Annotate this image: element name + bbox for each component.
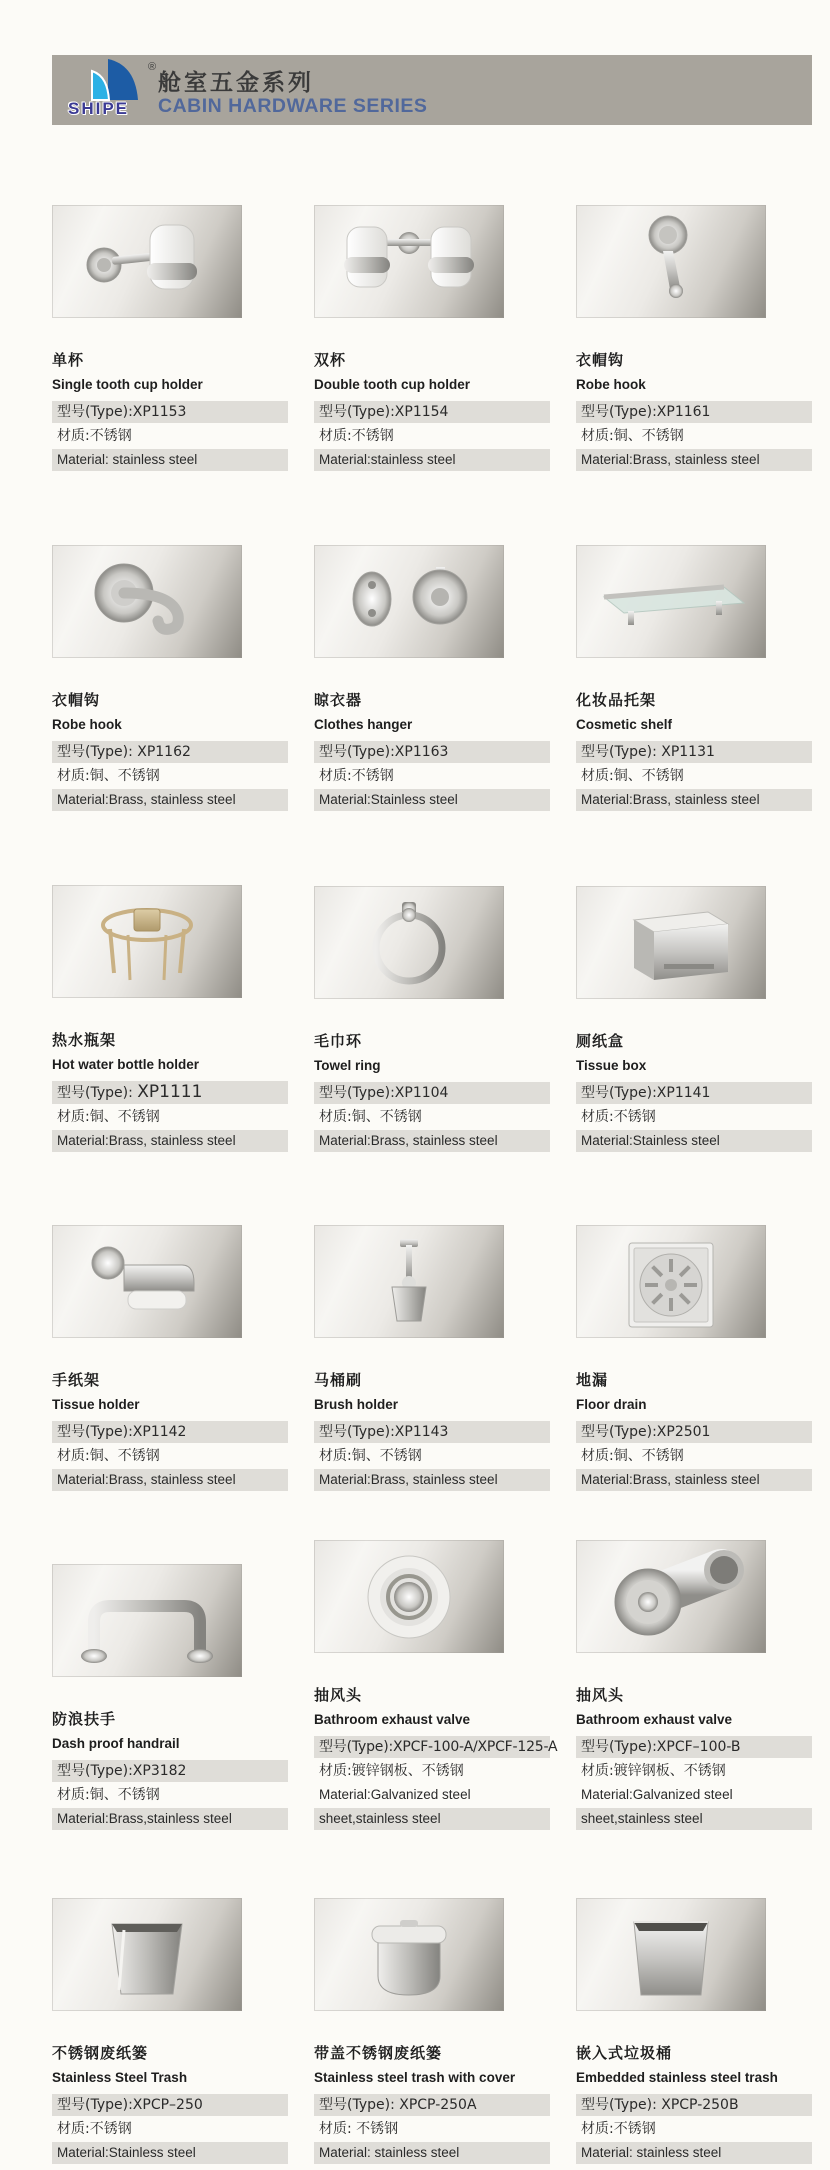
registered-trademark-icon: ®	[148, 61, 157, 73]
product-material-zh: 材质:铜、不锈钢	[57, 1109, 160, 1125]
product-image-exhaust-valve-elbow	[576, 1540, 766, 1653]
product-row-5	[52, 1540, 812, 1832]
product-image-hot-water-bottle-holder	[52, 885, 242, 998]
product-name-zh: 衣帽钩	[52, 691, 101, 709]
product-material-zh: 材质:铜、不锈钢	[319, 1109, 422, 1125]
product-image-tissue-holder	[52, 1225, 242, 1338]
floor-drain-illustration	[576, 1225, 766, 1338]
product-material-en: Material:Stainless steel	[314, 789, 550, 811]
product-material-zh: 材质:铜、不锈钢	[319, 1448, 422, 1464]
product-card	[314, 1898, 550, 2166]
product-type: 型号(Type): XPCP-250B	[576, 2094, 812, 2116]
product-card	[314, 205, 550, 473]
product-image-single-cup-holder	[52, 205, 242, 318]
product-image-trash-embedded	[576, 1898, 766, 2011]
product-type: 型号(Type):XP1154	[314, 401, 550, 423]
product-material-en: Material: stainless steel	[52, 449, 288, 471]
product-name-en: Robe hook	[52, 717, 122, 732]
product-material-zh: 材质:不锈钢	[319, 768, 394, 784]
product-material-en: Material:Galvanized steel	[581, 1787, 733, 1802]
product-name-en: Robe hook	[576, 377, 646, 392]
product-type: 型号(Type):XP1104	[314, 1082, 550, 1104]
product-type: 型号(Type):XPCP–250	[52, 2094, 288, 2116]
product-material-en: Material:Stainless steel	[576, 1130, 812, 1152]
hot-water-bottle-holder-illustration	[52, 885, 242, 998]
product-row-2	[52, 545, 812, 813]
product-image-double-cup-holder	[314, 205, 504, 318]
product-name-en: Single tooth cup holder	[52, 377, 203, 392]
product-material-en: Material: stainless steel	[576, 2142, 812, 2164]
product-name-en: Clothes hanger	[314, 717, 413, 732]
product-name-zh: 晾衣器	[314, 691, 363, 709]
product-material-en: Material:stainless steel	[314, 449, 550, 471]
tissue-box-illustration	[576, 886, 766, 999]
product-name-en: Stainless Steel Trash	[52, 2070, 188, 2085]
product-name-en: Towel ring	[314, 1058, 381, 1073]
product-material-zh: 材质:不锈钢	[581, 2121, 656, 2137]
product-material-en: Material:Brass, stainless steel	[314, 1469, 550, 1491]
product-name-zh: 双杯	[314, 351, 347, 369]
product-name-zh: 嵌入式垃圾桶	[576, 2044, 673, 2062]
product-name-en: Dash proof handrail	[52, 1736, 180, 1751]
product-material-zh: 材质:不锈钢	[57, 428, 132, 444]
product-card	[52, 885, 288, 1154]
product-material-en: Material:Brass, stainless steel	[314, 1130, 550, 1152]
header-band	[52, 55, 812, 125]
product-type: 型号(Type):XPCF-100-A/XPCF-125-A	[314, 1736, 550, 1758]
product-name-zh: 单杯	[52, 351, 85, 369]
dash-proof-handrail-illustration	[52, 1564, 242, 1677]
trash-with-cover-illustration	[314, 1898, 504, 2011]
page-title-zh: 舱室五金系列	[158, 70, 314, 96]
product-material-zh: 材质:不锈钢	[319, 428, 394, 444]
product-card	[576, 886, 812, 1154]
product-material-zh: 材质:铜、不锈钢	[57, 768, 160, 784]
product-row-6	[52, 1898, 812, 2166]
product-name-en: Tissue box	[576, 1058, 647, 1073]
product-name-zh: 手纸架	[52, 1371, 101, 1389]
product-material-en: Material:Brass, stainless steel	[576, 449, 812, 471]
trash-open-illustration	[52, 1898, 242, 2011]
product-row-3	[52, 885, 812, 1154]
brush-holder-illustration	[314, 1225, 504, 1338]
clothes-hanger-illustration	[314, 545, 504, 658]
product-type: 型号(Type): XP1131	[576, 741, 812, 763]
product-image-brush-holder	[314, 1225, 504, 1338]
product-name-zh: 厕纸盒	[576, 1032, 625, 1050]
product-image-trash-with-cover	[314, 1898, 504, 2011]
product-type: 型号(Type):XP1161	[576, 401, 812, 423]
product-name-en: Embedded stainless steel trash	[576, 2070, 778, 2085]
product-material-zh: 材质:镀锌钢板、不锈钢	[319, 1763, 464, 1779]
product-material-en: Material:Brass, stainless steel	[576, 1469, 812, 1491]
product-name-zh: 防浪扶手	[52, 1710, 117, 1728]
product-name-zh: 不锈钢废纸篓	[52, 2044, 149, 2062]
product-type: 型号(Type):XP1153	[52, 401, 288, 423]
product-image-cosmetic-shelf	[576, 545, 766, 658]
robe-hook-round-illustration	[52, 545, 242, 658]
product-material-en: Material:Brass, stainless steel	[52, 1130, 288, 1152]
product-image-robe-hook-cone	[576, 205, 766, 318]
cosmetic-shelf-illustration	[576, 545, 766, 658]
product-name-zh: 马桶刷	[314, 1371, 363, 1389]
product-material-zh: 材质:铜、不锈钢	[581, 428, 684, 444]
product-material-zh: 材质:镀锌钢板、不锈钢	[581, 1763, 726, 1779]
product-type: 型号(Type):XP1141	[576, 1082, 812, 1104]
product-image-exhaust-valve-round	[314, 1540, 504, 1653]
product-type: 型号(Type): XP1162	[52, 741, 288, 763]
product-card	[576, 1225, 812, 1493]
product-type: 型号(Type):XP2501	[576, 1421, 812, 1443]
product-name-en: Bathroom exhaust valve	[314, 1712, 471, 1727]
product-card	[314, 1540, 558, 1832]
robe-hook-cone-illustration	[576, 205, 766, 318]
product-name-zh: 热水瓶架	[52, 1031, 117, 1049]
product-name-zh: 抽风头	[314, 1686, 363, 1704]
single-cup-holder-illustration	[52, 205, 242, 318]
product-name-en: Stainless steel trash with cover	[314, 2070, 516, 2085]
trash-embedded-illustration	[576, 1898, 766, 2011]
product-row-1	[52, 205, 812, 473]
product-material-en: Material:Galvanized steel	[319, 1787, 471, 1802]
product-type: 型号(Type):XPCF–100-B	[576, 1736, 812, 1758]
product-name-en: Cosmetic shelf	[576, 717, 673, 732]
product-card	[576, 205, 812, 473]
product-card	[52, 1898, 288, 2166]
product-material-zh: 材质:铜、不锈钢	[581, 768, 684, 784]
product-name-zh: 化妆品托架	[576, 691, 657, 709]
product-type: 型号(Type):XP3182	[52, 1760, 288, 1782]
product-name-en: Hot water bottle holder	[52, 1057, 200, 1072]
product-image-dash-proof-handrail	[52, 1564, 242, 1677]
product-material-en: Material:Brass, stainless steel	[52, 789, 288, 811]
product-type: 型号(Type):XP1142	[52, 1421, 288, 1443]
product-card	[52, 1564, 288, 1832]
product-name-zh: 地漏	[576, 1371, 609, 1389]
product-material-en: Material:Stainless steel	[52, 2142, 288, 2164]
product-type: 型号(Type): XPCP-250A	[314, 2094, 550, 2116]
product-name-en: Double tooth cup holder	[314, 377, 470, 392]
product-type	[52, 1081, 288, 1104]
product-material-zh: 材质:铜、不锈钢	[57, 1787, 160, 1803]
product-material-en: Material:Brass, stainless steel	[576, 789, 812, 811]
product-material-en: Material:Brass, stainless steel	[52, 1469, 288, 1491]
product-card	[576, 545, 812, 813]
product-material-en: Material: stainless steel	[314, 2142, 550, 2164]
product-name-zh: 带盖不锈钢废纸篓	[314, 2044, 443, 2062]
product-image-trash-open	[52, 1898, 242, 2011]
product-name-en: Floor drain	[576, 1397, 647, 1412]
shipe-sail-logo-icon	[78, 58, 142, 104]
product-image-tissue-box	[576, 886, 766, 999]
product-material-en-line2: sheet,stainless steel	[576, 1808, 812, 1830]
product-material-en-line2: sheet,stainless steel	[314, 1808, 550, 1830]
product-card	[576, 1898, 812, 2166]
product-card	[52, 1225, 288, 1493]
product-name-en: Bathroom exhaust valve	[576, 1712, 733, 1727]
product-card	[576, 1540, 812, 1832]
product-image-towel-ring	[314, 886, 504, 999]
product-card	[314, 545, 550, 813]
product-name-zh: 毛巾环	[314, 1032, 363, 1050]
product-name-en: Tissue holder	[52, 1397, 140, 1412]
product-image-robe-hook-round	[52, 545, 242, 658]
product-type-value: XP1111	[137, 1082, 203, 1102]
product-name-zh: 衣帽钩	[576, 351, 625, 369]
tissue-holder-illustration	[52, 1225, 242, 1338]
exhaust-valve-elbow-illustration	[576, 1540, 766, 1653]
double-cup-holder-illustration	[314, 205, 504, 318]
product-name-zh: 抽风头	[576, 1686, 625, 1704]
product-image-clothes-hanger	[314, 545, 504, 658]
product-material-zh: 材质:不锈钢	[57, 2121, 132, 2137]
product-material-en: Material:Brass,stainless steel	[52, 1808, 288, 1830]
product-material-zh: 材质:铜、不锈钢	[581, 1448, 684, 1464]
product-card	[52, 545, 288, 813]
product-type: 型号(Type):XP1163	[314, 741, 550, 763]
exhaust-valve-round-illustration	[314, 1540, 504, 1653]
product-material-zh: 材质: 不锈钢	[319, 2121, 399, 2137]
product-type-prefix: 型号(Type):	[57, 1085, 138, 1101]
product-material-zh: 材质:不锈钢	[581, 1109, 656, 1125]
product-row-4	[52, 1225, 812, 1493]
product-image-floor-drain	[576, 1225, 766, 1338]
product-material-zh: 材质:铜、不锈钢	[57, 1448, 160, 1464]
product-card	[314, 1225, 550, 1493]
product-name-en: Brush holder	[314, 1397, 399, 1412]
page-title-en: CABIN HARDWARE SERIES	[158, 95, 428, 117]
product-card	[314, 886, 550, 1154]
logo-text: SHIPE	[68, 99, 130, 118]
product-type: 型号(Type):XP1143	[314, 1421, 550, 1443]
towel-ring-illustration	[314, 886, 504, 999]
product-card	[52, 205, 288, 473]
